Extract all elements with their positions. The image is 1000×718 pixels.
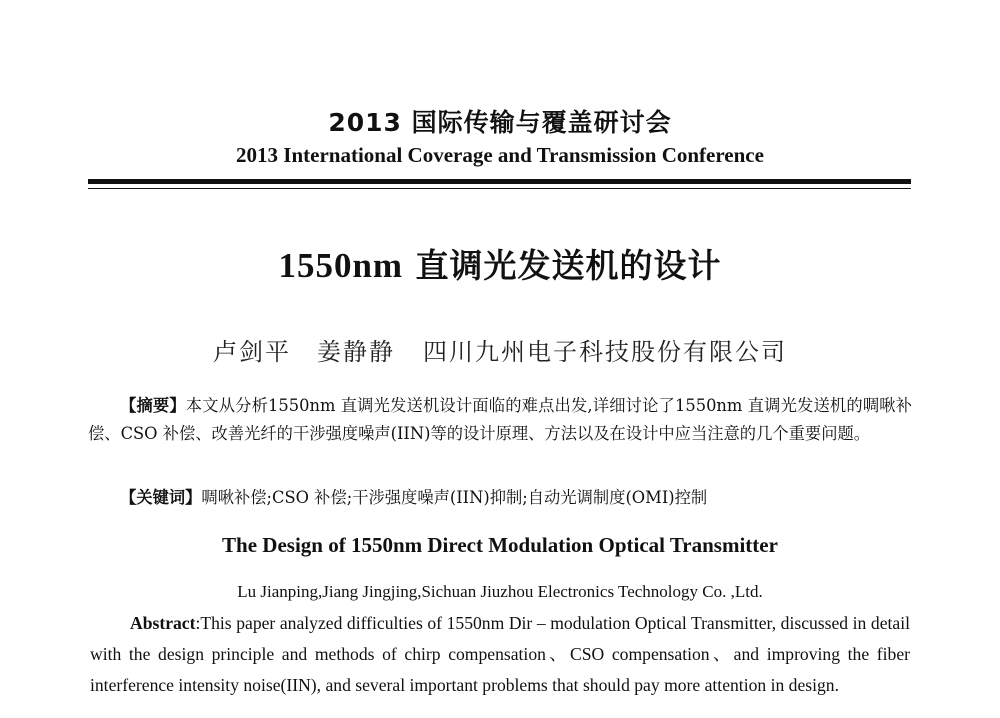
author-names: 卢剑平 姜静静 [213, 338, 395, 366]
abstract-zh-label: 【摘要】 [120, 396, 186, 415]
keywords-zh-label: 【关键词】 [120, 488, 202, 507]
paper-title-num: 1550nm [278, 246, 404, 285]
header-rule-thin [88, 188, 911, 189]
author-affiliation: 四川九州电子科技股份有限公司 [423, 338, 787, 366]
paper-title-text: 直调光发送机的设计 [403, 246, 722, 285]
keywords-zh [120, 484, 912, 512]
authors-zh [0, 332, 1000, 367]
abstract-en [90, 608, 910, 701]
abstract-en-text: :This paper analyzed difficulties of 1550nm Dir – modulation Optical Transmitter, discussed in detail with the design principle and methods of chirp compensation、CSO compensation、and improving the fiber interference intensity noise(IIN), and several important problems that should pay more attention in design. [90, 613, 910, 695]
paper-title-zh [0, 240, 1000, 287]
conference-title-en: 2013 International Coverage and Transmission Conference [236, 143, 764, 167]
abstract-en-label: Abstract [130, 613, 196, 633]
header-rule-thick [88, 179, 911, 184]
paper-title-en: The Design of 1550nm Direct Modulation Optical Transmitter [222, 533, 778, 557]
abstract-zh [88, 392, 912, 448]
abstract-zh-text: 本文从分析1550nm 直调光发送机设计面临的难点出发,详细讨论了1550nm 直调光发送机的啁啾补偿、CSO 补偿、改善光纤的干涉强度噪声(IIN)等的设计原理、方法以及在设计中应当注意的几个重要问题。 [88, 396, 912, 443]
authors-en: Lu Jianping,Jiang Jingjing,Sichuan Jiuzhou Electronics Technology Co. ,Ltd. [237, 582, 763, 601]
conference-title-zh: 2013 国际传输与覆盖研讨会 [328, 108, 672, 137]
keywords-zh-text: 啁啾补偿;CSO 补偿;干涉强度噪声(IIN)抑制;自动光调制度(OMI)控制 [201, 488, 708, 507]
